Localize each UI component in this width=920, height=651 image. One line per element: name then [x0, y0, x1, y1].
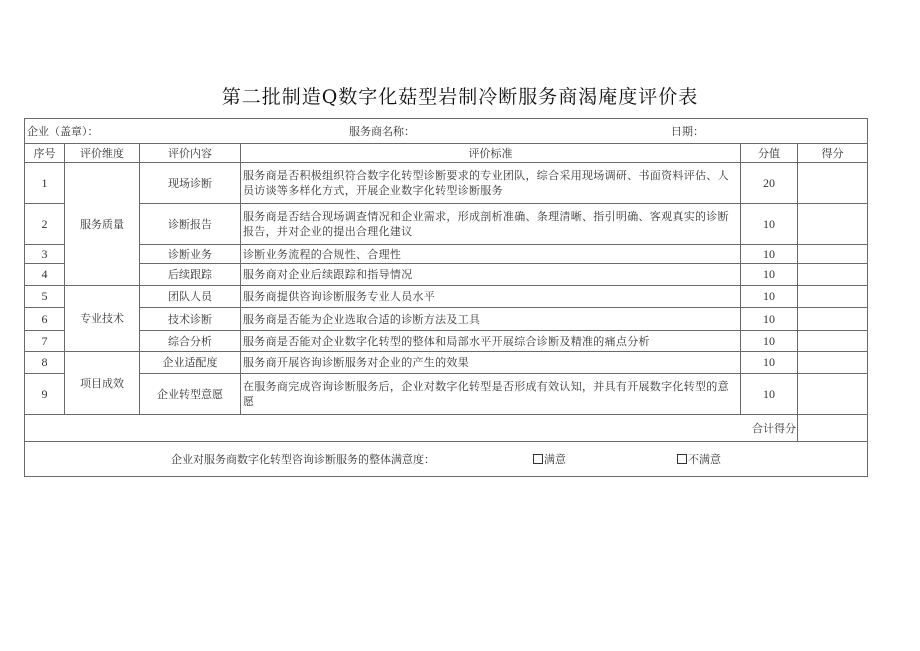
- row-score: 10: [741, 245, 798, 264]
- table-row: [25, 352, 868, 374]
- header-content: 评价内容: [140, 144, 241, 163]
- row-criteria: 服务商是否积极组织符合数字化转型诊断要求的专业团队，综合采用现场调研、书面资料评估、人员访谈等多样化方式，开展企业数字化转型诊断服务: [241, 163, 741, 204]
- company-seal-field[interactable]: 企业（盖章）：: [27, 125, 99, 138]
- row-score: 10: [741, 374, 798, 415]
- row-points-input[interactable]: [798, 163, 868, 204]
- row-content: 诊断报告: [140, 204, 241, 245]
- row-criteria: 服务商是否能为企业选取合适的诊断方法及工具: [241, 308, 741, 331]
- satisfied-option[interactable]: [533, 452, 566, 467]
- row-no: 1: [25, 163, 65, 204]
- row-content: 团队人员: [140, 286, 241, 308]
- provider-name-field[interactable]: 服务商名称：: [349, 125, 415, 138]
- evaluation-table: [24, 118, 868, 477]
- info-row: [25, 119, 868, 144]
- table-row: [25, 374, 868, 415]
- header-criteria: 评价标准: [241, 144, 741, 163]
- row-no: 5: [25, 286, 65, 308]
- row-score: 10: [741, 331, 798, 352]
- table-row: [25, 331, 868, 352]
- table-row: [25, 308, 868, 331]
- total-label: 合计得分: [25, 415, 798, 442]
- unsatisfied-label: 不满意: [688, 453, 721, 466]
- date-field[interactable]: 日期：: [671, 125, 704, 138]
- row-points-input[interactable]: [798, 352, 868, 374]
- table-row: [25, 163, 868, 204]
- row-no: 3: [25, 245, 65, 264]
- row-no: 4: [25, 264, 65, 286]
- row-score: 10: [741, 308, 798, 331]
- header-score: 分值: [741, 144, 798, 163]
- row-no: 8: [25, 352, 65, 374]
- row-points-input[interactable]: [798, 308, 868, 331]
- total-points-input[interactable]: [798, 415, 868, 442]
- table-row: [25, 245, 868, 264]
- header-row: [25, 144, 868, 163]
- header-points: 得分: [798, 144, 868, 163]
- unsatisfied-option[interactable]: [677, 452, 721, 467]
- satisfaction-question: 企业对服务商数字化转型咨询诊断服务的整体满意度：: [171, 453, 435, 466]
- checkbox-icon[interactable]: [533, 454, 543, 464]
- row-criteria: 服务商开展咨询诊断服务对企业的产生的效果: [241, 352, 741, 374]
- row-score: 10: [741, 204, 798, 245]
- row-criteria: 服务商对企业后续跟踪和指导情况: [241, 264, 741, 286]
- row-content: 综合分析: [140, 331, 241, 352]
- row-no: 9: [25, 374, 65, 415]
- satisfaction-row: [25, 442, 868, 477]
- row-content: 企业转型意愿: [140, 374, 241, 415]
- table-row: [25, 286, 868, 308]
- row-content: 现场诊断: [140, 163, 241, 204]
- header-dimension: 评价维度: [65, 144, 140, 163]
- row-points-input[interactable]: [798, 331, 868, 352]
- header-no: 序号: [25, 144, 65, 163]
- row-points-input[interactable]: [798, 204, 868, 245]
- satisfied-label: 满意: [544, 453, 566, 466]
- row-no: 7: [25, 331, 65, 352]
- info-cell: [25, 119, 868, 144]
- row-no: 6: [25, 308, 65, 331]
- row-content: 企业适配度: [140, 352, 241, 374]
- row-content: 技术诊断: [140, 308, 241, 331]
- table-row: [25, 204, 868, 245]
- satisfaction-cell: [25, 442, 868, 477]
- row-no: 2: [25, 204, 65, 245]
- checkbox-icon[interactable]: [677, 454, 687, 464]
- row-criteria: 在服务商完成咨询诊断服务后，企业对数字化转型是否形成有效认知，并具有开展数字化转型的意愿: [241, 374, 741, 415]
- row-points-input[interactable]: [798, 245, 868, 264]
- row-points-input[interactable]: [798, 264, 868, 286]
- dimension-project-result: 项目成效: [65, 352, 140, 415]
- total-row: [25, 415, 868, 442]
- row-criteria: 诊断业务流程的合规性、合理性: [241, 245, 741, 264]
- form-title: 第二批制造Q数字化菇型岩制冷断服务商渴庵度评价表: [221, 86, 699, 108]
- table-row: [25, 264, 868, 286]
- row-content: 诊断业务: [140, 245, 241, 264]
- row-score: 20: [741, 163, 798, 204]
- row-score: 10: [741, 286, 798, 308]
- row-content: 后续跟踪: [140, 264, 241, 286]
- row-criteria: 服务商是否结合现场调查情况和企业需求，形成剖析准确、条理清晰、指引明确、客观真实的诊断报告，并对企业的提出合理化建议: [241, 204, 741, 245]
- row-score: 10: [741, 352, 798, 374]
- dimension-service-quality: 服务质量: [65, 163, 140, 286]
- row-criteria: 服务商提供咨询诊断服务专业人员水平: [241, 286, 741, 308]
- row-points-input[interactable]: [798, 286, 868, 308]
- row-criteria: 服务商是否能对企业数字化转型的整体和局部水平开展综合诊断及精准的痛点分析: [241, 331, 741, 352]
- row-score: 10: [741, 264, 798, 286]
- row-points-input[interactable]: [798, 374, 868, 415]
- dimension-professional-tech: 专业技术: [65, 286, 140, 352]
